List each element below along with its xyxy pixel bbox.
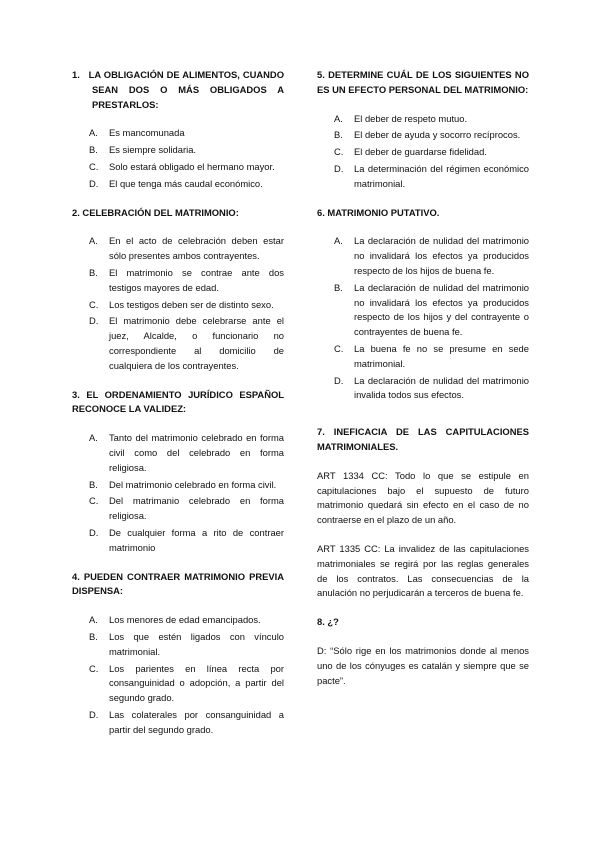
option-item: A. La declaración de nulidad del matrimonio no invalidará los efectos ya producidos respecto de los hijos de buena fe. bbox=[334, 235, 529, 276]
option-item: D. El que tenga más caudal económico. bbox=[89, 177, 263, 189]
option-item: B. El matrimonio se contrae ante dos testigos mayores de edad. bbox=[89, 266, 284, 293]
question-2-title: 2. CELEBRACIÓN DEL MATRIMONIO: bbox=[72, 206, 239, 218]
option-item: B. Los que estén ligados con vínculo matrimonial. bbox=[89, 630, 284, 657]
question-8-title: 8. ¿? bbox=[317, 616, 339, 628]
question-8-answer: D: “Sólo rige en los matrimonios donde al menos uno de los cónyuges es catalán y siempre que se pacte”. bbox=[317, 644, 529, 686]
question-2-options bbox=[72, 234, 284, 373]
option-item: D. Las colaterales por consanguinidad a partir del segundo grado. bbox=[89, 708, 284, 735]
article-1335-paragraph: ART 1335 CC: La invalidez de las capitulaciones matrimoniales se regirá por las reglas generales de los contratos. Las consecuencias de la anulación no perjudicarán a terceros de buena fe. bbox=[317, 542, 529, 599]
option-item: A. Es mancomunada bbox=[89, 127, 185, 139]
option-item: C. Del matrimanio celebrado en forma religiosa. bbox=[89, 495, 284, 522]
option-item: A. En el acto de celebración deben estar sólo presentes ambos contrayentes. bbox=[89, 235, 284, 262]
question-3-title: 3. EL ORDENAMIENTO JURÍDICO ESPAÑOL RECONOCE LA VALIDEZ: bbox=[72, 388, 284, 415]
option-item: D. La determinación del régimen económico matrimonial. bbox=[334, 162, 529, 189]
question-3-options bbox=[72, 431, 284, 555]
question-1-title: 1. LA OBLIGACIÓN DE ALIMENTOS, CUANDO SEAN DOS O MÁS OBLIGADOS A PRESTARLOS: bbox=[72, 69, 284, 110]
question-4-title: 4. PUEDEN CONTRAER MATRIMONIO PREVIA DISPENSA: bbox=[72, 570, 284, 597]
question-7-title: 7. INEFICACIA DE LAS CAPITULACIONES MATRIMONIALES. bbox=[317, 426, 529, 452]
question-5-options bbox=[317, 112, 529, 192]
question-5-title: 5. DETERMINE CUÁL DE LOS SIGUIENTES NO ES UN EFECTO PERSONAL DEL MATRIMONIO: bbox=[317, 69, 529, 95]
option-item: C. El deber de guardarse fidelidad. bbox=[334, 146, 487, 158]
option-item: C. Los testigos deben ser de distinto sexo. bbox=[89, 298, 274, 310]
option-item: C. La buena fe no se presume en sede matrimonial. bbox=[334, 342, 529, 369]
spacer bbox=[317, 417, 529, 425]
option-item: A. Tanto del matrimonio celebrado en forma civil como del celebrado en forma religiosa. bbox=[89, 432, 284, 473]
option-item: C. Los parientes en línea recta por consanguinidad o adopción, a partir del segundo grado. bbox=[89, 662, 284, 704]
option-item: B. Es siempre solidaria. bbox=[89, 144, 197, 156]
option-item: B. La declaración de nulidad del matrimonio no invalidará los efectos ya producidos respecto de los hijos y del contrayente o contrayentes de buena fe. bbox=[334, 281, 529, 338]
option-item: B. Del matrimonio celebrado en forma civil. bbox=[89, 478, 277, 490]
option-item: D. El matrimonio debe celebrarse ante el juez, Alcalde, o funcionario no correspondiente al domicilio de cualquiera de los contrayentes. bbox=[89, 315, 284, 371]
option-item: A. Los menores de edad emancipados. bbox=[89, 614, 261, 626]
right-column bbox=[317, 68, 529, 702]
question-6-options bbox=[317, 234, 529, 403]
option-item: C. Solo estará obligado el hermano mayor. bbox=[89, 160, 275, 172]
question-1-options bbox=[72, 126, 284, 191]
option-item: B. El deber de ayuda y socorro recíprocos. bbox=[334, 129, 521, 141]
left-column bbox=[72, 68, 284, 751]
option-item: D. La declaración de nulidad del matrimonio invalida todos sus efectos. bbox=[334, 374, 529, 401]
option-item: A. El deber de respeto mutuo. bbox=[334, 112, 468, 124]
option-item: D. De cualquier forma a rito de contraer matrimonio bbox=[89, 526, 284, 553]
question-6-title: 6. MATRIMONIO PUTATIVO. bbox=[317, 206, 440, 218]
question-4-options bbox=[72, 613, 284, 737]
article-1334-paragraph: ART 1334 CC: Todo lo que se estipule en capitulaciones bajo el supuesto de futuro matrimonio quedará sin efecto en el caso de no contraerse en el plazo de un año. bbox=[317, 469, 529, 526]
